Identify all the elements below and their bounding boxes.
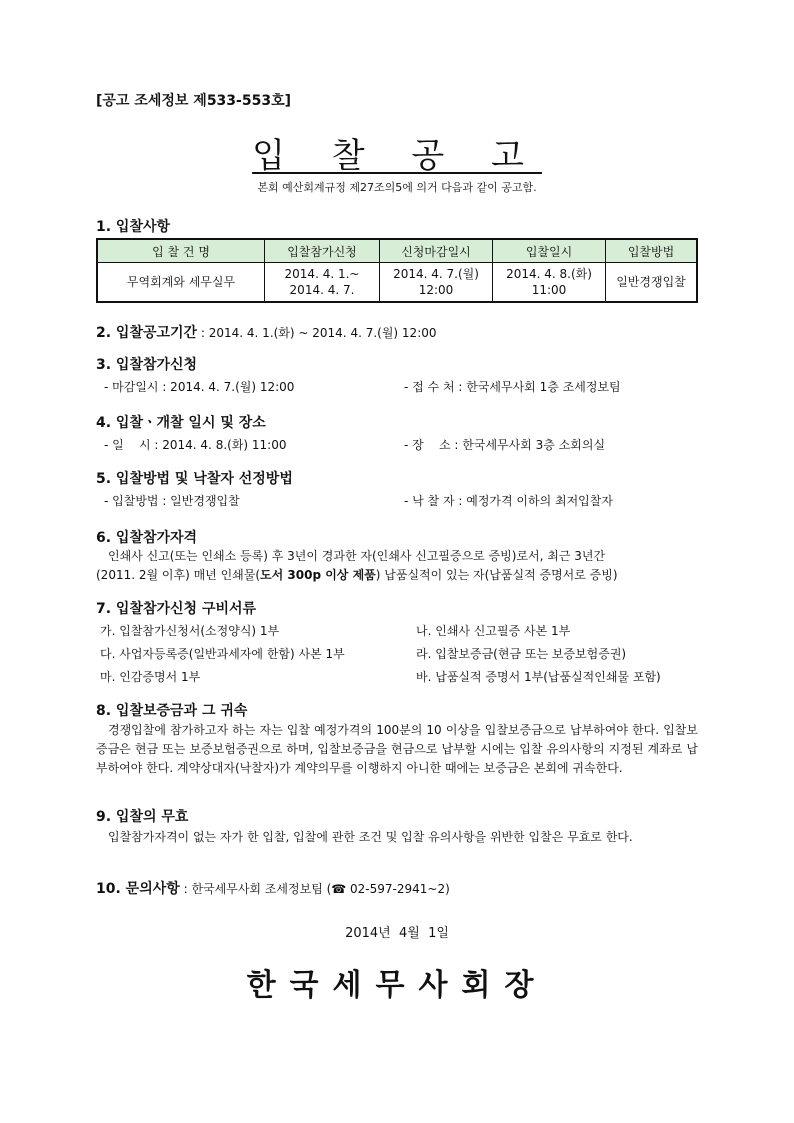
highlight-text: 도서 300p 이상 제품 <box>260 568 376 582</box>
section-5-heading: 5. 입찰방법 및 낙찰자 선정방법 <box>96 471 293 487</box>
list-item: 가. 입찰참가신청서(소정양식) 1부 나. 인쇄사 신고필증 사본 1부 <box>100 624 571 638</box>
table-header: 입 찰 건 명 <box>97 239 265 263</box>
table-header: 신청마감일시 <box>380 239 493 263</box>
section-10-heading: 10. 문의사항 <box>96 881 180 897</box>
bid-table <box>96 238 698 303</box>
list-item: 마. 인감증명서 1부 바. 납품실적 증명서 1부(납품실적인쇄물 포함) <box>100 670 661 684</box>
table-header-row <box>97 239 697 263</box>
section-6-line-1: 인쇄사 신고(또는 인쇄소 등록) 후 3년이 경과한 자(인쇄사 신고필증으로 증빙)로서, 최근 3년간 <box>108 549 606 563</box>
contact-text: : 한국세무사회 조세정보팀 (☎ 02-597-2941~2) <box>179 882 450 896</box>
intro-text: 본회 예산회계규정 제27조의5에 의거 다음과 같이 공고함. <box>257 181 537 194</box>
bid-method-cell: 일반경쟁입찰 <box>606 263 698 303</box>
section-3-heading: 3. 입찰참가신청 <box>96 357 198 373</box>
section-10 <box>96 878 450 898</box>
notice-number: [공고 조세정보 제533-553호] <box>96 93 291 109</box>
table-row <box>97 263 697 303</box>
notice-date: 2014년 4월 1일 <box>345 926 449 941</box>
section-4-heading: 4. 입찰ㆍ개찰 일시 및 장소 <box>96 415 266 431</box>
section-2-heading: 2. 입찰공고기간 <box>96 325 198 341</box>
deadline-cell: 2014. 4. 7.(월) 12:00 <box>380 263 493 303</box>
section-5-left: - 입찰방법 : 일반경쟁입찰 <box>104 494 240 508</box>
section-9-text: 입찰참가자격이 없는 자가 한 입찰, 입찰에 관한 조건 및 입찰 유의사항을 위반한 입찰은 무효로 한다. <box>108 830 633 844</box>
issuer-name: 한국세무사회장 <box>246 968 548 1003</box>
section-9-heading: 9. 입찰의 무효 <box>96 809 189 825</box>
bid-name-cell: 무역회계와 세무실무 <box>97 263 265 303</box>
section-4-right: - 장 소 : 한국세무사회 3층 소회의실 <box>404 438 606 452</box>
section-8-text: 경쟁입찰에 참가하고자 하는 자는 입찰 예정가격의 100분의 10 이상을 입찰보증금으로 납부하여야 한다. 입찰보증금은 현금 또는 보증보험증권으로 하며, 입찰보증금을 현금으로 납부할 시에는 입찰 유의사항의 지정된 계좌로 납부하여야 한다. 계약상대자(낙찰자)가 계약의무를 이행하지 아니한 때에는 보증금은 본회에 귀속한다. <box>96 723 698 775</box>
list-item: 다. 사업자등록증(일반과세자에 한함) 사본 1부 라. 입찰보증금(현금 또는 보증보험증권) <box>100 647 627 661</box>
section-7-heading: 7. 입찰참가신청 구비서류 <box>96 601 257 617</box>
section-2-text: : 2014. 4. 1.(화) ~ 2014. 4. 7.(월) 12:00 <box>197 326 437 340</box>
section-5-right: - 낙 찰 자 : 예정가격 이하의 최저입찰자 <box>404 494 613 508</box>
table-header: 입찰참가신청 <box>265 239 380 263</box>
section-3-left: - 마감일시 : 2014. 4. 7.(월) 12:00 <box>104 380 295 394</box>
section-6-heading: 6. 입찰참가자격 <box>96 530 198 546</box>
section-8-heading: 8. 입찰보증금과 그 귀속 <box>96 703 248 719</box>
document-list <box>96 622 698 691</box>
section-6-line-2: (2011. 2월 이후) 매년 인쇄물(도서 300p 이상 제품) 납품실적이 있는 자(납품실적 증명서로 증빙) <box>96 568 618 582</box>
section-1-heading: 1. 입찰사항 <box>96 219 171 235</box>
table-header: 입찰일시 <box>493 239 606 263</box>
section-4-left: - 일 시 : 2014. 4. 8.(화) 11:00 <box>104 438 287 452</box>
bid-date-cell: 2014. 4. 8.(화) 11:00 <box>493 263 606 303</box>
section-2 <box>96 322 437 342</box>
section-3-right: - 접 수 처 : 한국세무사회 1층 조세정보팀 <box>404 380 621 394</box>
apply-period-cell: 2014. 4. 1.~ 2014. 4. 7. <box>265 263 380 303</box>
document-title: 입 찰 공 고 <box>252 136 542 176</box>
table-header: 입찰방법 <box>606 239 698 263</box>
